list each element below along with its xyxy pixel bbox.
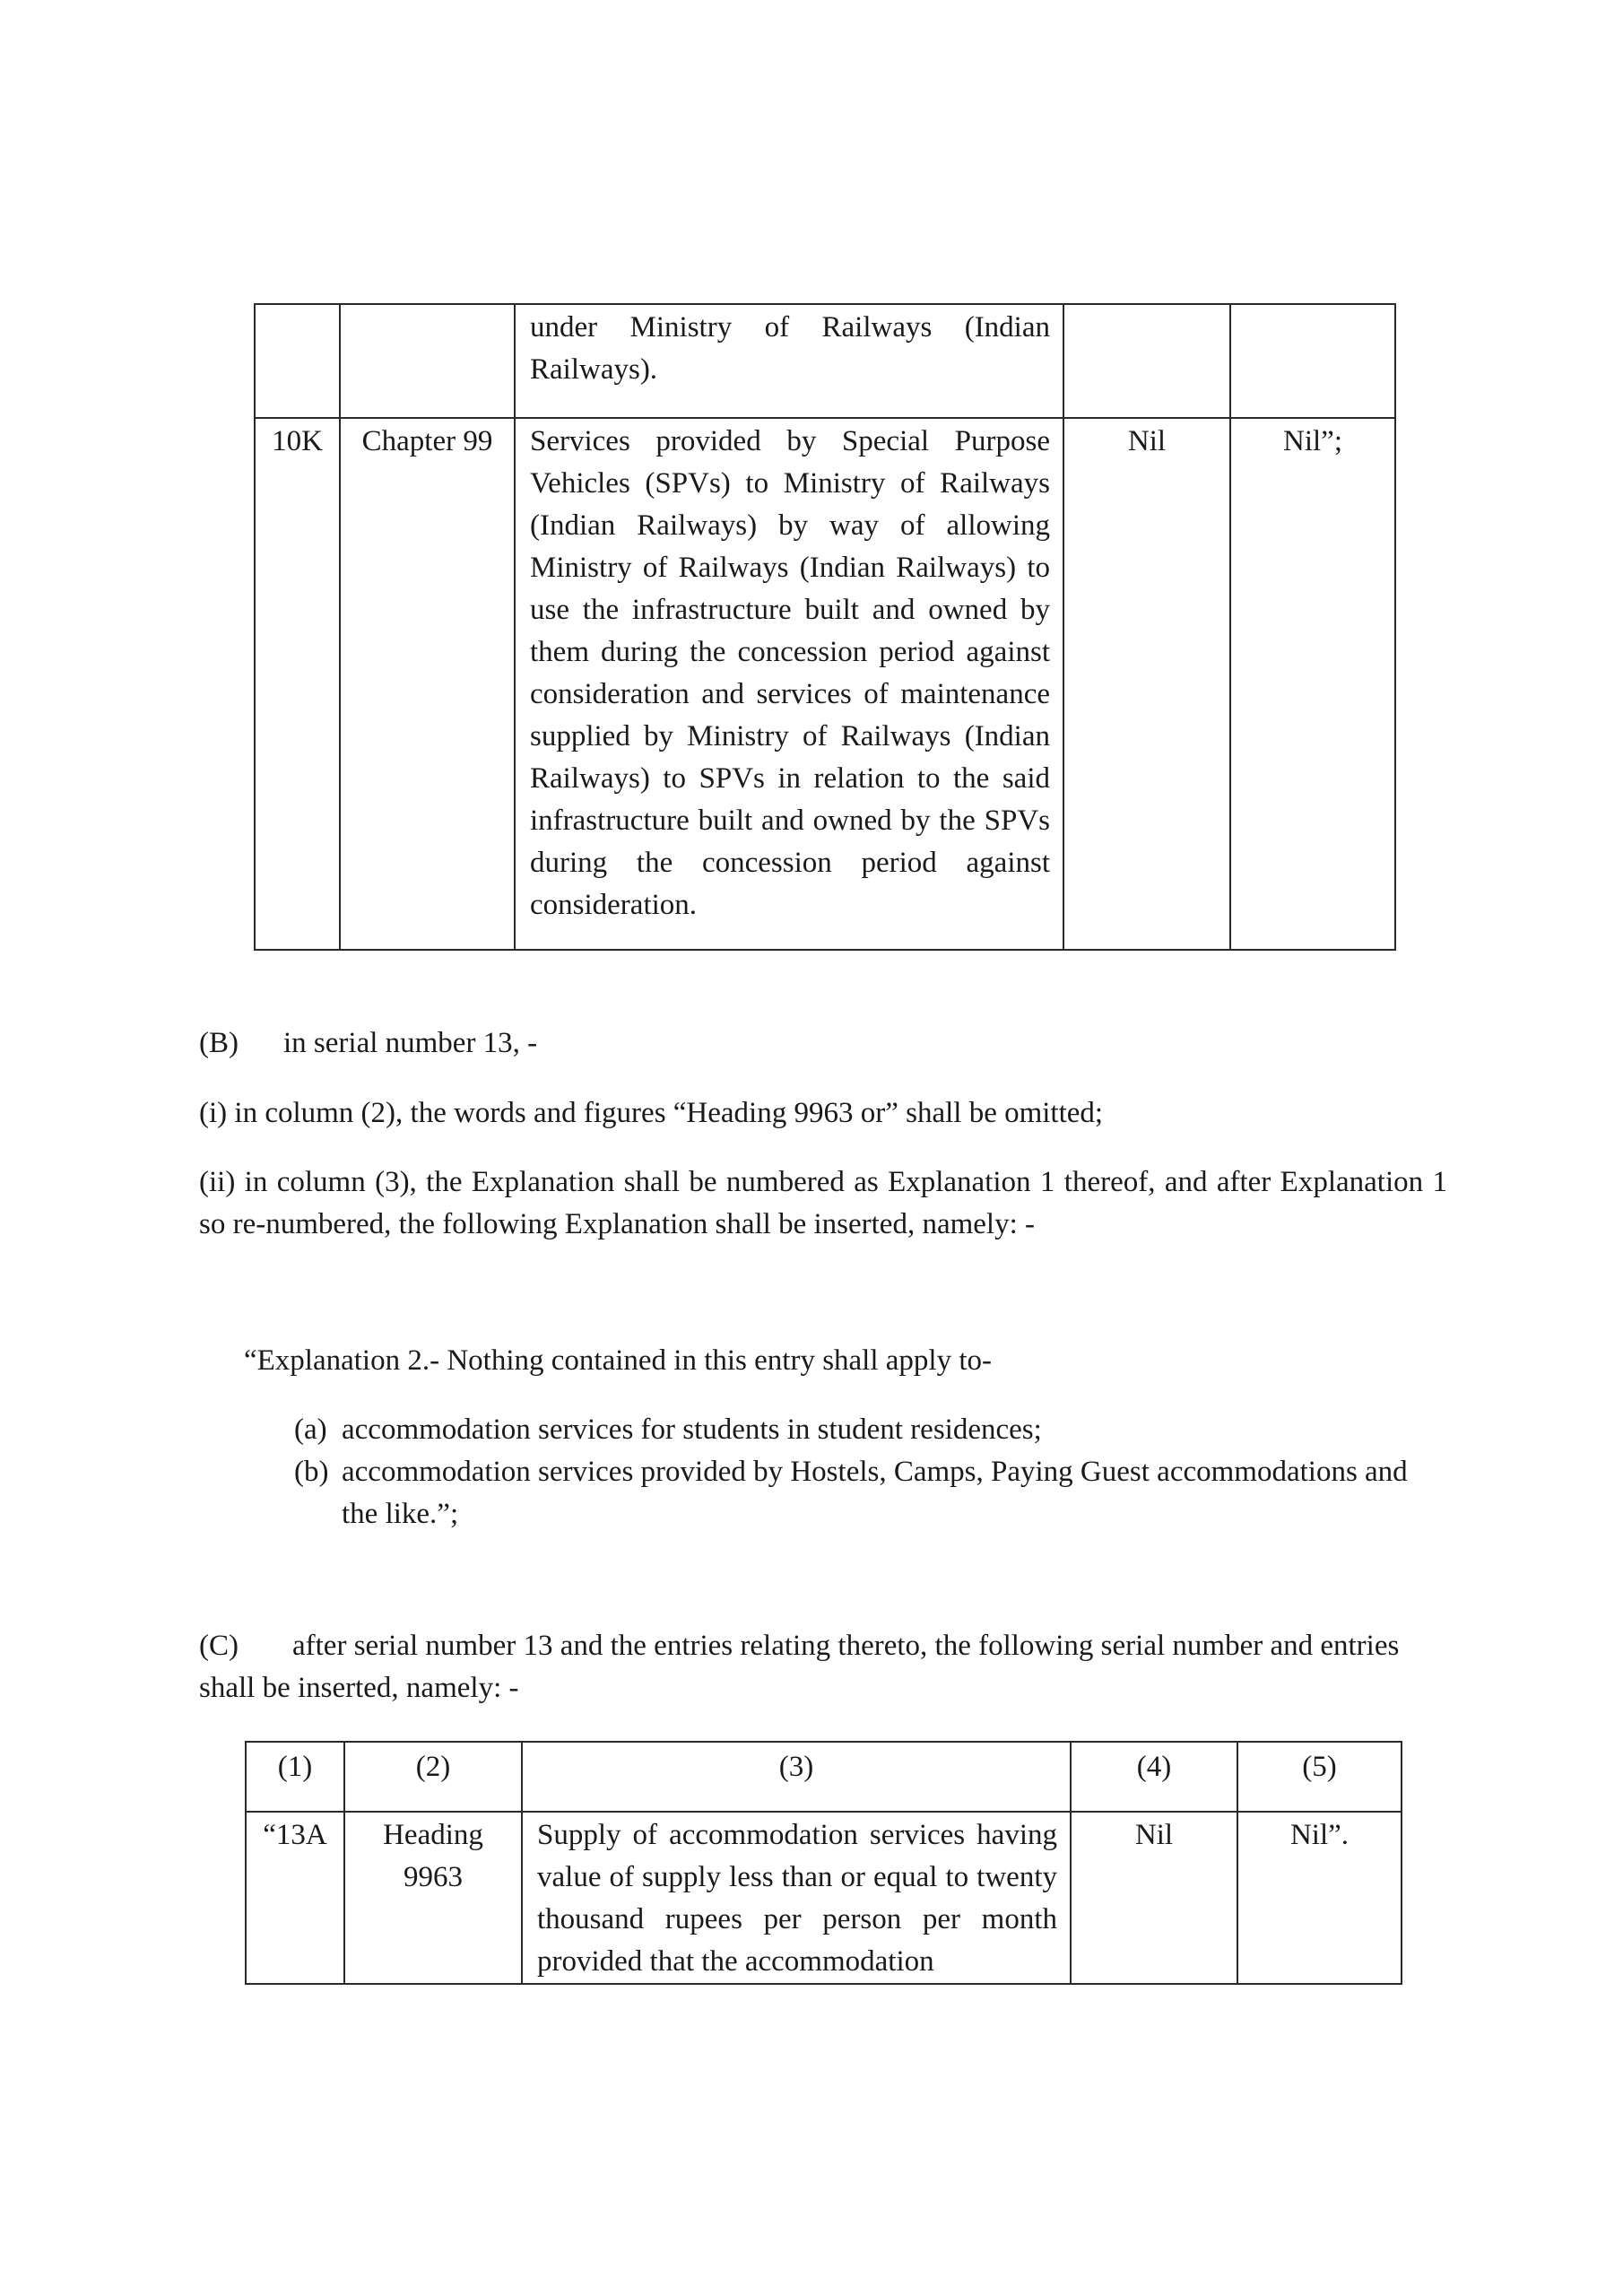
cell-heading: Chapter 99: [340, 418, 515, 950]
explanation-heading: “Explanation 2.- Nothing contained in this entry shall apply to-: [244, 1344, 992, 1377]
column-header-4: (4): [1071, 1742, 1237, 1812]
cell-condition: [1230, 304, 1395, 418]
clause-b-text: in serial number 13, -: [283, 1027, 538, 1059]
insertion-table: [245, 1741, 1402, 1985]
item-text: accommodation services for students in student residences;: [342, 1413, 1042, 1446]
item-label: (a): [294, 1413, 327, 1446]
cell-serial: “13A: [246, 1812, 344, 1984]
column-header-3: (3): [522, 1742, 1071, 1812]
clause-b-i: (i) in column (2), the words and figures “Heading 9963 or” shall be omitted;: [199, 1097, 1104, 1129]
continuation-table: [254, 303, 1396, 951]
clause-c: [199, 1625, 1410, 1709]
explanation-item-b: [294, 1451, 1451, 1535]
cell-description: Supply of accommodation services having value of supply less than or equal to twenty thousand rupees per person per month provided that the accommodation: [522, 1812, 1071, 1984]
cell-condition: Nil”;: [1230, 418, 1395, 950]
clause-c-label: (C): [199, 1630, 239, 1662]
clause-b-ii: (ii) in column (3), the Explanation shall be numbered as Explanation 1 thereof, and after Explanation 1 so re-numbered, the following Explanation shall be inserted, namely: -: [199, 1166, 1447, 1240]
table-header-row: [246, 1742, 1402, 1812]
cell-heading: Heading 9963: [344, 1812, 522, 1984]
cell-condition: Nil”.: [1237, 1812, 1402, 1984]
cell-description: under Ministry of Railways (Indian Railways).: [515, 304, 1063, 418]
clause-b-label: (B): [199, 1027, 239, 1059]
table-row: [246, 1812, 1402, 1984]
column-header-5: (5): [1237, 1742, 1402, 1812]
cell-description: Services provided by Special Purpose Vehicles (SPVs) to Ministry of Railways (Indian Railways) by way of allowing Ministry of Railways (Indian Railways) to use the infrastructure built and owned by them during the concession period against consideration and services of maintenance supplied by Ministry of Railways (Indian Railways) to SPVs in relation to the said infrastructure built and owned by the SPVs during the concession period against consideration.: [515, 418, 1063, 950]
column-header-2: (2): [344, 1742, 522, 1812]
clause-b: [199, 1022, 537, 1065]
cell-rate: Nil: [1063, 418, 1230, 950]
item-label: (b): [294, 1456, 329, 1488]
cell-serial: 10K: [255, 418, 340, 950]
table-row: [255, 304, 1395, 418]
clause-c-text: after serial number 13 and the entries relating thereto, the following serial number and entries shall be inserted, namely: -: [199, 1630, 1400, 1704]
table-row: [255, 418, 1395, 950]
cell-serial: [255, 304, 340, 418]
column-header-1: (1): [246, 1742, 344, 1812]
cell-rate: [1063, 304, 1230, 418]
cell-heading: [340, 304, 515, 418]
cell-rate: Nil: [1071, 1812, 1237, 1984]
explanation-item-a: [294, 1409, 1451, 1451]
item-text: accommodation services provided by Hostels, Camps, Paying Guest accommodations and the like.”;: [342, 1456, 1408, 1530]
